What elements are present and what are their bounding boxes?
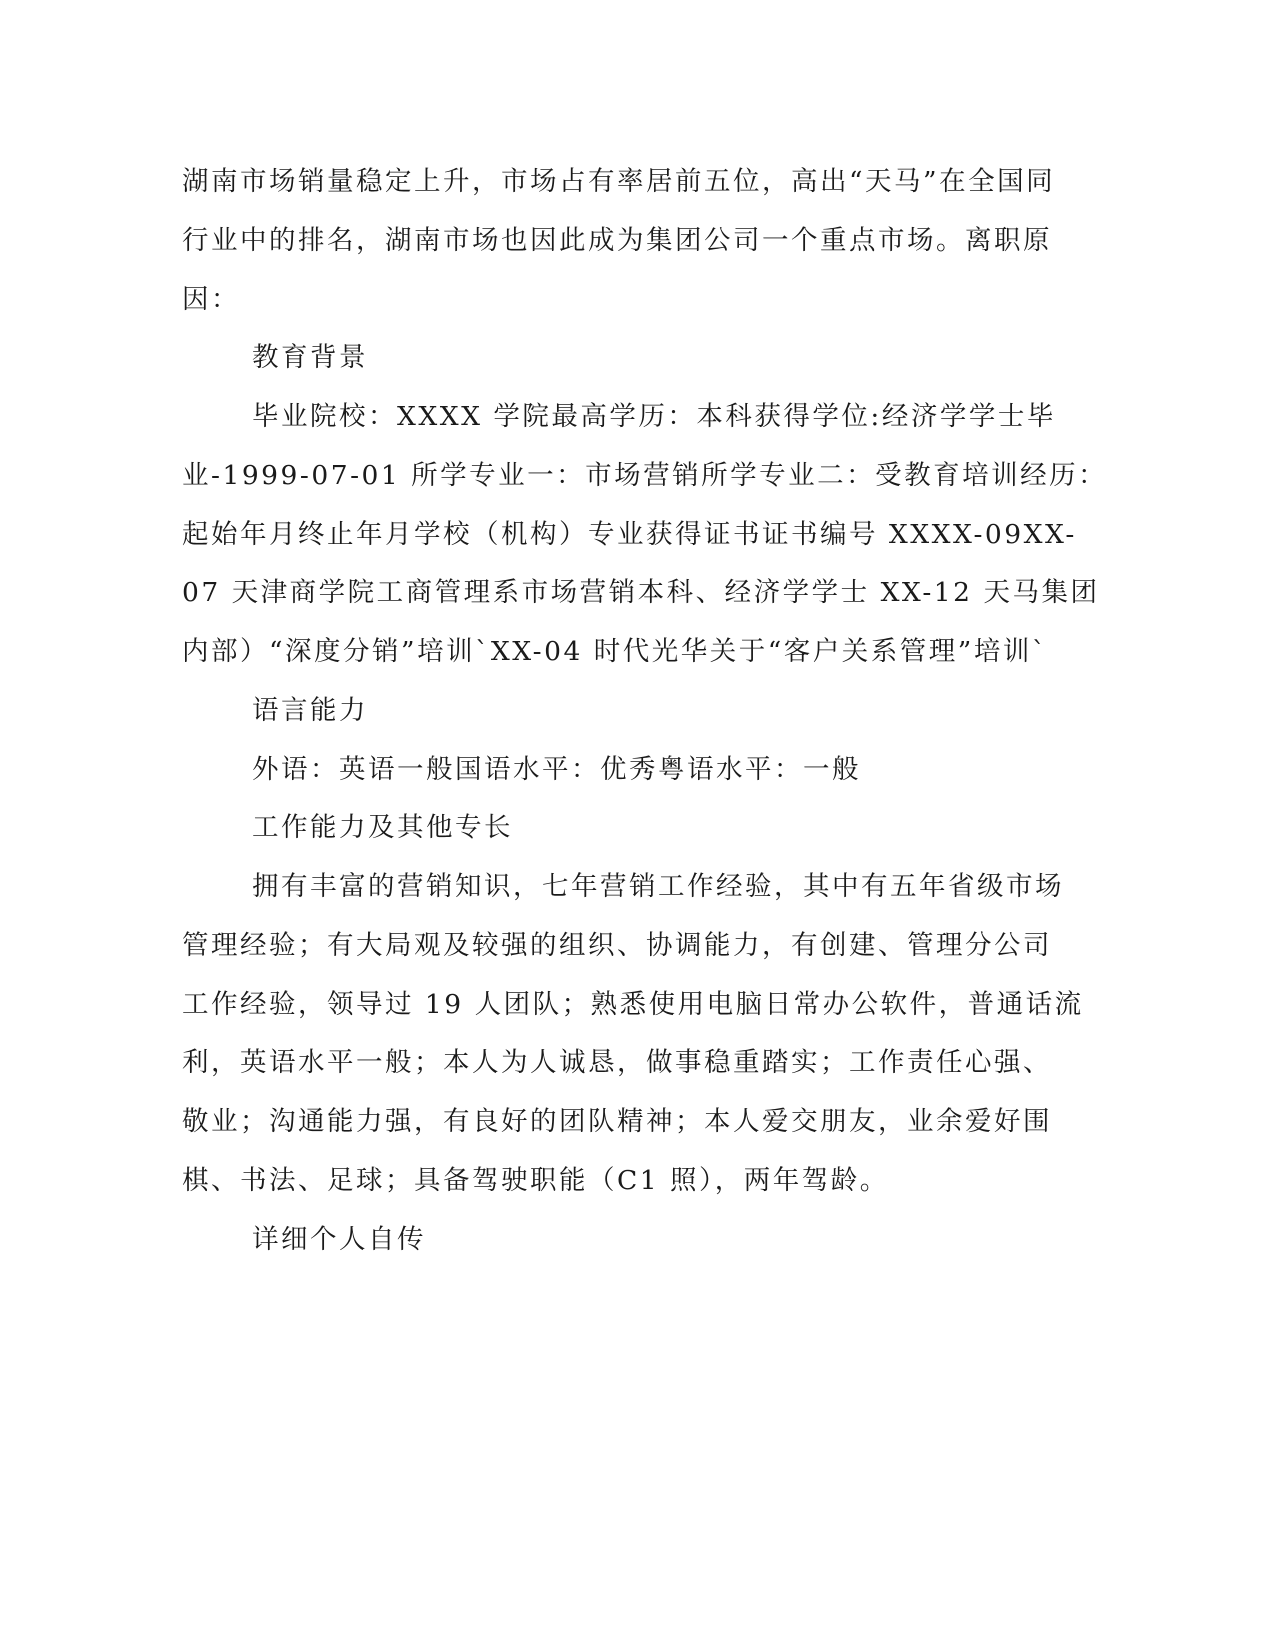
section-heading-language: 语言能力	[252, 695, 368, 726]
paragraph-line: 敬业；沟通能力强，有良好的团队精神；本人爱交朋友，业余爱好围	[182, 1106, 1052, 1137]
paragraph-line: 湖南市场销量稳定上升，市场占有率居前五位，高出“天马”在全国同	[182, 166, 1056, 197]
section-heading-skills: 工作能力及其他专长	[252, 812, 513, 843]
paragraph-line: 工作经验，领导过 19 人团队；熟悉使用电脑日常办公软件，普通话流	[182, 989, 1084, 1020]
paragraph-line: 起始年月终止年月学校（机构）专业获得证书证书编号 XXXX-09XX-	[182, 519, 1077, 550]
paragraph-line: 管理经验；有大局观及较强的组织、协调能力，有创建、管理分公司	[182, 930, 1052, 961]
paragraph-line: 毕业院校：XXXX 学院最高学历：本科获得学位:经济学学士毕	[252, 401, 1056, 432]
section-heading-education: 教育背景	[252, 342, 368, 373]
paragraph-line: 拥有丰富的营销知识，七年营销工作经验，其中有五年省级市场	[252, 871, 1064, 902]
paragraph-line: 因：	[182, 284, 240, 315]
section-heading-autobiography: 详细个人自传	[252, 1224, 426, 1255]
paragraph-line: 利，英语水平一般；本人为人诚恳，做事稳重踏实；工作责任心强、	[182, 1047, 1052, 1078]
paragraph-line: 棋、书法、足球；具备驾驶职能（C1 照），两年驾龄。	[182, 1165, 889, 1196]
paragraph-line: 07 天津商学院工商管理系市场营销本科、经济学学士 XX-12 天马集团	[182, 577, 1100, 608]
paragraph-line: 行业中的排名，湖南市场也因此成为集团公司一个重点市场。离职原	[182, 225, 1052, 256]
paragraph-line: 业-1999-07-01 所学专业一：市场营销所学专业二：受教育培训经历：	[182, 460, 1108, 491]
paragraph-line: 内部）“深度分销”培训`XX-04 时代光华关于“客户关系管理”培训`	[182, 636, 1048, 667]
paragraph-line: 外语：英语一般国语水平：优秀粤语水平：一般	[252, 754, 861, 785]
